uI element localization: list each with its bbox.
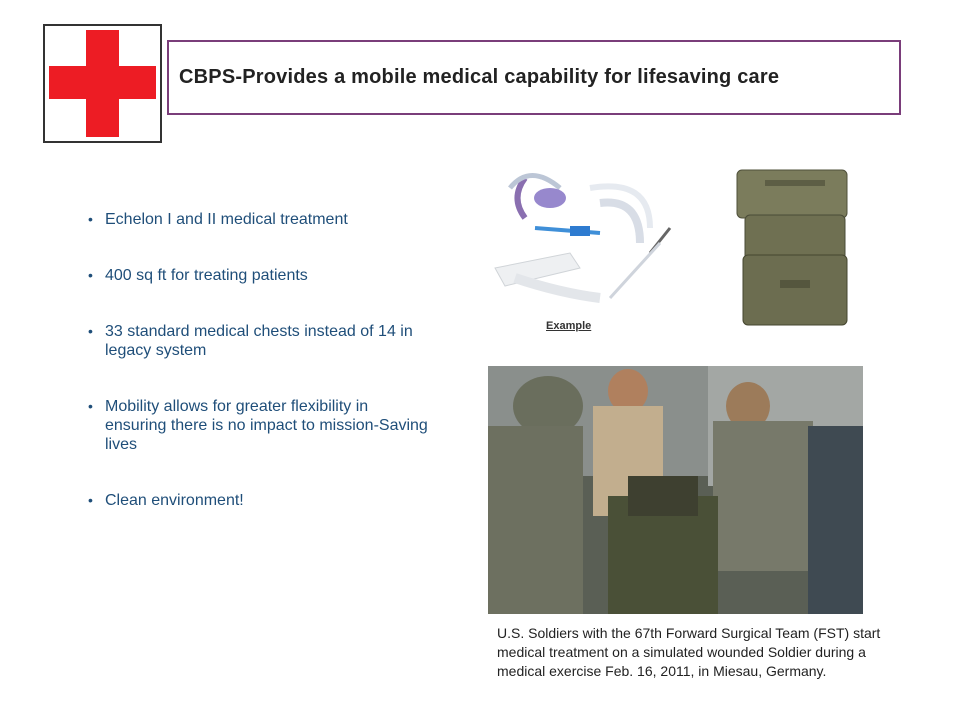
soldiers-medical-photo — [488, 366, 863, 614]
bullet-item: • 33 standard medical chests instead of 14 in legacy system — [88, 322, 433, 360]
bullet-item: • 400 sq ft for treating patients — [88, 266, 433, 285]
bullet-list — [88, 210, 433, 510]
title-box — [167, 40, 901, 115]
page-title: CBPS-Provides a mobile medical capability for lifesaving care — [179, 66, 780, 88]
bullet-item: • Clean environment! — [88, 491, 433, 510]
medical-chests-image — [725, 160, 855, 330]
red-cross-icon — [45, 26, 160, 141]
bullet-item: • Echelon I and II medical treatment — [88, 210, 433, 229]
example-caption: Example — [546, 320, 592, 332]
bullet-item: • Mobility allows for greater flexibility in ensuring there is no impact to mission-Saving lives — [88, 397, 433, 454]
tracheostomy-kit-image — [490, 158, 680, 308]
red-cross-logo — [43, 24, 162, 143]
photo-caption: U.S. Soldiers with the 67th Forward Surgical Team (FST) start medical treatment on a simulated wounded Soldier during a medical exercise Feb. 16, 2011, in Miesau, Germany. — [497, 625, 881, 679]
